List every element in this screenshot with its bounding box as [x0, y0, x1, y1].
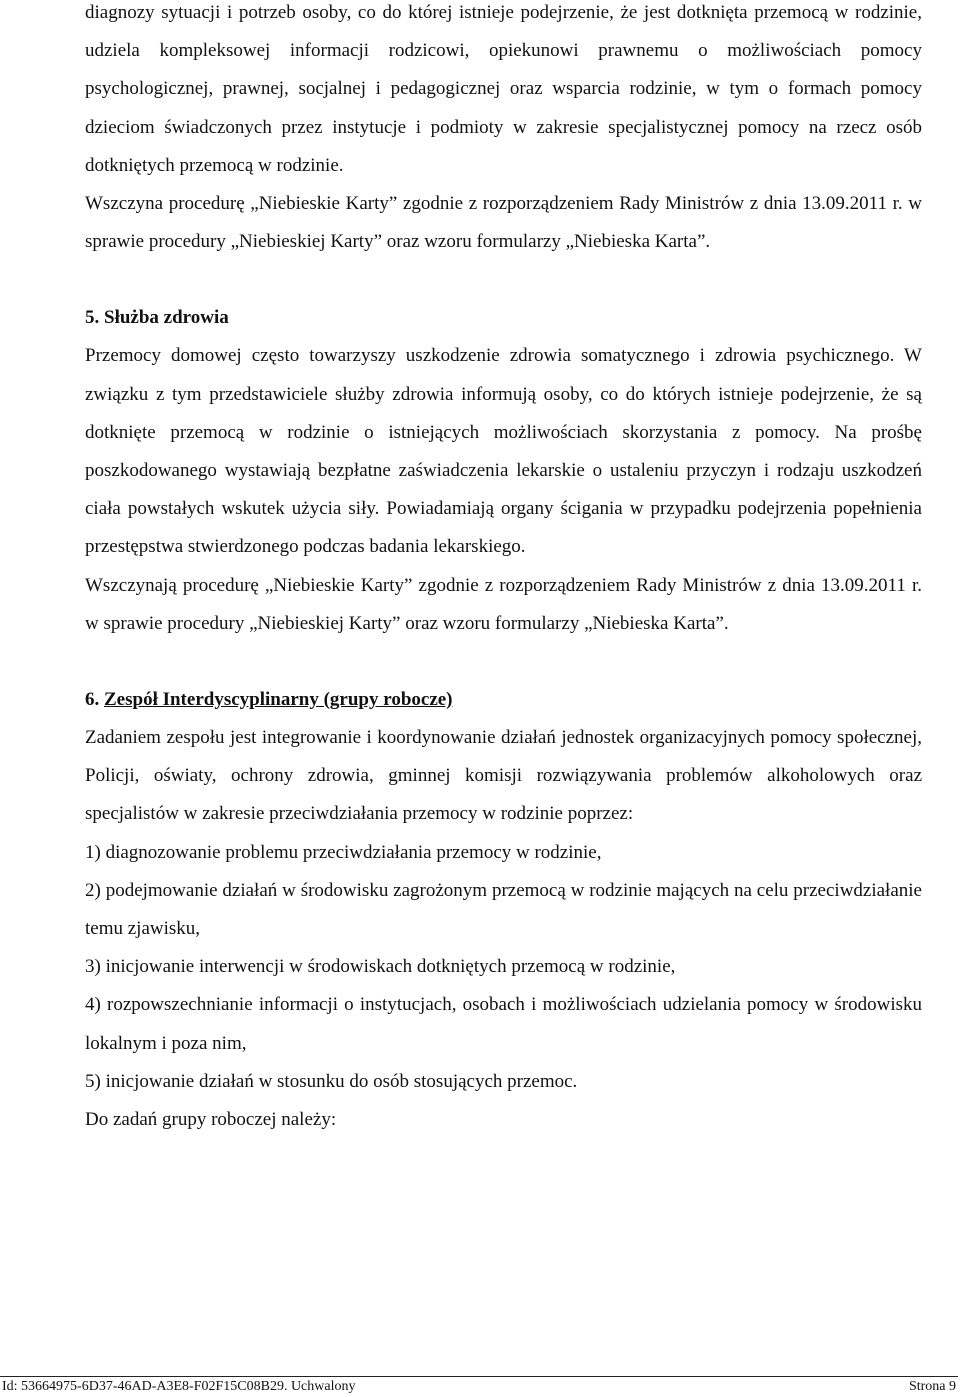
page-footer — [0, 1376, 958, 1397]
list-item: 3) inicjowanie interwencji w środowiskach dotkniętych przemocą w rodzinie, — [85, 956, 676, 978]
document-id: Id: 53664975-6D37-46AD-A3E8-F02F15C08B29. Uchwalony — [2, 1379, 356, 1394]
list-item: 2) podejmowanie działań w środowisku zagrożonym przemocą w rodzinie mających na celu przeciwdziałanie temu zjawisku, — [85, 879, 922, 940]
list-item: 1) diagnozowanie problemu przeciwdziałania przemocy w rodzinie, — [85, 841, 602, 863]
section-heading — [85, 681, 922, 719]
paragraph: Zadaniem zespołu jest integrowanie i koordynowanie działań jednostek organizacyjnych pomocy społecznej, Policji, oświaty, ochrony zdrowia, gminnej komisji rozwiązywania problemów alkoholowych oraz specjalistów w zakresie przeciwdziałania przemocy w rodzinie poprzez: — [85, 727, 922, 825]
top-section — [85, 0, 922, 261]
document-body — [85, 0, 922, 1139]
paragraph: Wszczynają procedurę „Niebieskie Karty” zgodnie z rozporządzeniem Rady Ministrów z dnia 13.09.2011 r. w sprawie procedury „Niebieskiej Karty” oraz wzoru formularzy „Niebieska Karta”. — [85, 574, 922, 634]
paragraph: Wszczyna procedurę „Niebieskie Karty” zgodnie z rozporządzeniem Rady Ministrów z dnia 13.09.2011 r. w sprawie procedury „Niebieskiej Karty” oraz wzoru formularzy „Niebieska Karta”. — [85, 193, 922, 253]
page-number: Strona 9 — [908, 1379, 956, 1394]
section-6 — [85, 681, 922, 1139]
section-number: 6. — [85, 689, 100, 711]
section-title: Zespół Interdyscyplinarny (grupy robocze) — [104, 689, 453, 711]
list-item: 4) rozpowszechnianie informacji o instytucjach, osobach i możliwościach udzielania pomocy w środowisku lokalnym i poza nim, — [85, 994, 922, 1054]
paragraph: Przemocy domowej często towarzyszy uszkodzenie zdrowia somatycznego i zdrowia psychicznego. W związku z tym przedstawiciele służby zdrowia informują osoby, co do których istnieje podejrzenie, że są dotknięte przemocą w rodzinie o istniejących możliwościach skorzystania z pomocy. Na prośbę poszkodowanego wystawiają bezpłatne zaświadczenia lekarskie o ustaleniu przyczyn i rodzaju uszkodzeń ciała powstałych wskutek użycia siły. Powiadamiają organy ścigania w przypadku podejrzenia popełnienia przestępstwa stwierdzonego podczas badania lekarskiego. — [85, 345, 922, 558]
list-item: 5) inicjowanie działań w stosunku do osób stosujących przemoc. — [85, 1070, 578, 1092]
paragraph: diagnozy sytuacji i potrzeb osoby, co do której istnieje podejrzenie, że jest dotknięta przemocą w rodzinie, udziela kompleksowej informacji rodzicowi, opiekunowi prawnemu o możliwościach pomocy psychologicznej, prawnej, socjalnej i pedagogicznej oraz wsparcia rodzinie, w tym o formach pomocy dzieciom świadczonych przez instytucje i podmioty w zakresie specjalistycznej pomocy na rzecz osób dotkniętych przemocą w rodzinie. — [85, 2, 922, 176]
section-5 — [85, 299, 922, 643]
section-heading: 5. Służba zdrowia — [85, 307, 229, 329]
paragraph: Do zadań grupy roboczej należy: — [85, 1109, 337, 1131]
